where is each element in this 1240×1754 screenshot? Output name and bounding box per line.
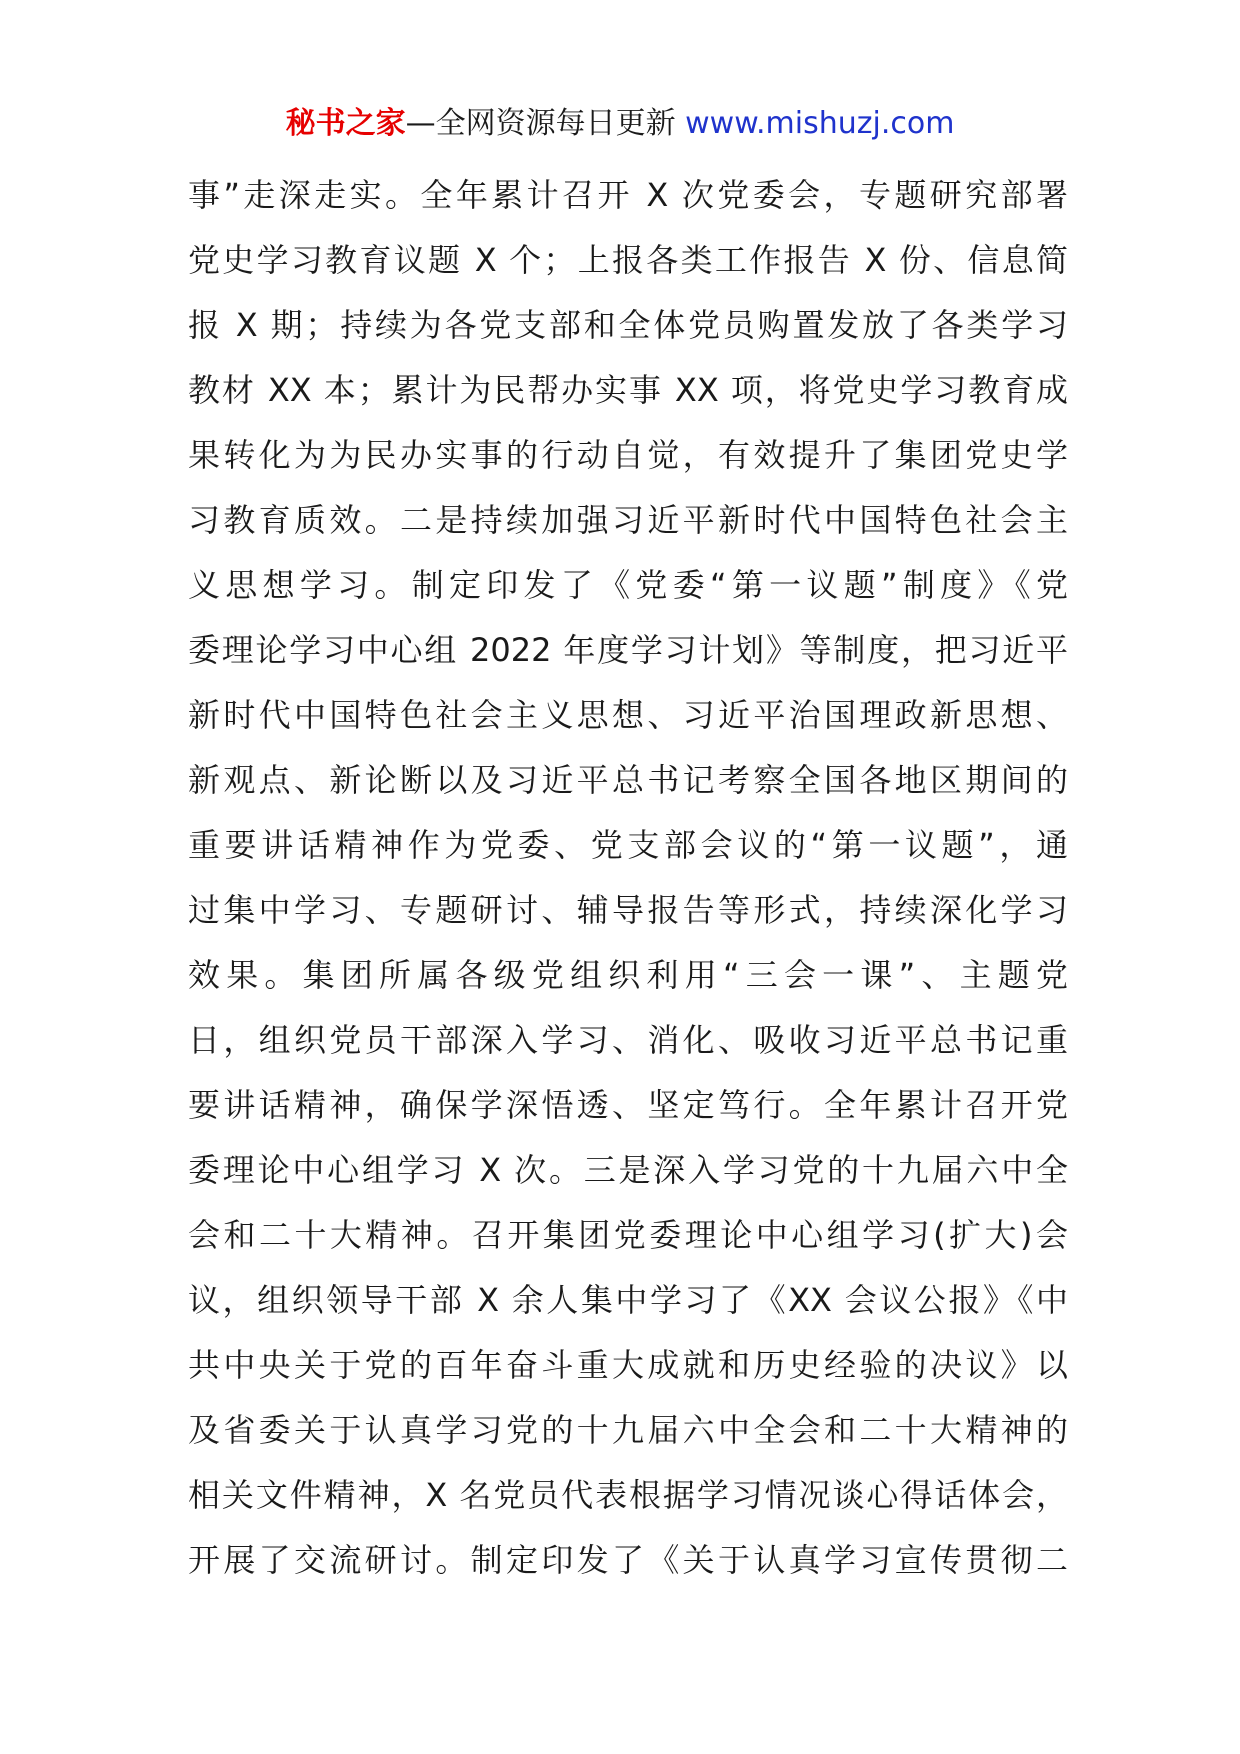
body-line: 果转化为为民办实事的行动自觉，有效提升了集团党史学 xyxy=(188,436,1068,474)
body-line: 要讲话精神，确保学深悟透、坚定笃行。全年累计召开党 xyxy=(188,1086,1068,1124)
body-paragraph xyxy=(188,163,1068,1593)
body-line: 效果。集团所属各级党组织利用“三会一课”、主题党 xyxy=(188,956,1068,994)
body-line: 新观点、新论断以及习近平总书记考察全国各地区期间的 xyxy=(188,761,1068,799)
body-line: 教材 XX 本；累计为民帮办实事 XX 项，将党史学习教育成 xyxy=(188,371,1068,409)
header-tagline: —全网资源每日更新 xyxy=(405,106,676,141)
body-line: 日，组织党员干部深入学习、消化、吸收习近平总书记重 xyxy=(188,1021,1068,1059)
site-url-link[interactable]: www.mishuzj.com xyxy=(685,106,955,141)
body-line: 相关文件精神，X 名党员代表根据学习情况谈心得话体会， xyxy=(188,1476,1068,1514)
body-line: 事”走深走实。全年累计召开 X 次党委会，专题研究部署 xyxy=(188,176,1068,214)
body-line: 委理论中心组学习 X 次。三是深入学习党的十九届六中全 xyxy=(188,1151,1068,1189)
body-line: 新时代中国特色社会主义思想、习近平治国理政新思想、 xyxy=(188,696,1068,734)
body-line: 报 X 期；持续为各党支部和全体党员购置发放了各类学习 xyxy=(188,306,1068,344)
body-line: 过集中学习、专题研讨、辅导报告等形式，持续深化学习 xyxy=(188,891,1068,929)
body-line: 会和二十大精神。召开集团党委理论中心组学习(扩大)会 xyxy=(188,1216,1068,1254)
body-line: 委理论学习中心组 2022 年度学习计划》等制度，把习近平 xyxy=(188,631,1068,669)
body-line: 及省委关于认真学习党的十九届六中全会和二十大精神的 xyxy=(188,1411,1068,1449)
brand-name: 秘书之家 xyxy=(285,106,406,141)
body-line: 党史学习教育议题 X 个；上报各类工作报告 X 份、信息简 xyxy=(188,241,1068,279)
body-line: 重要讲话精神作为党委、党支部会议的“第一议题”，通 xyxy=(188,826,1068,864)
body-line: 习教育质效。二是持续加强习近平新时代中国特色社会主 xyxy=(188,501,1068,539)
body-line: 共中央关于党的百年奋斗重大成就和历史经验的决议》以 xyxy=(188,1346,1068,1384)
body-line: 开展了交流研讨。制定印发了《关于认真学习宣传贯彻二 xyxy=(188,1541,1068,1579)
page-header xyxy=(0,100,1240,148)
body-line: 议，组织领导干部 X 余人集中学习了《XX 会议公报》《中 xyxy=(188,1281,1068,1319)
body-line: 义思想学习。制定印发了《党委“第一议题”制度》《党 xyxy=(188,566,1068,604)
